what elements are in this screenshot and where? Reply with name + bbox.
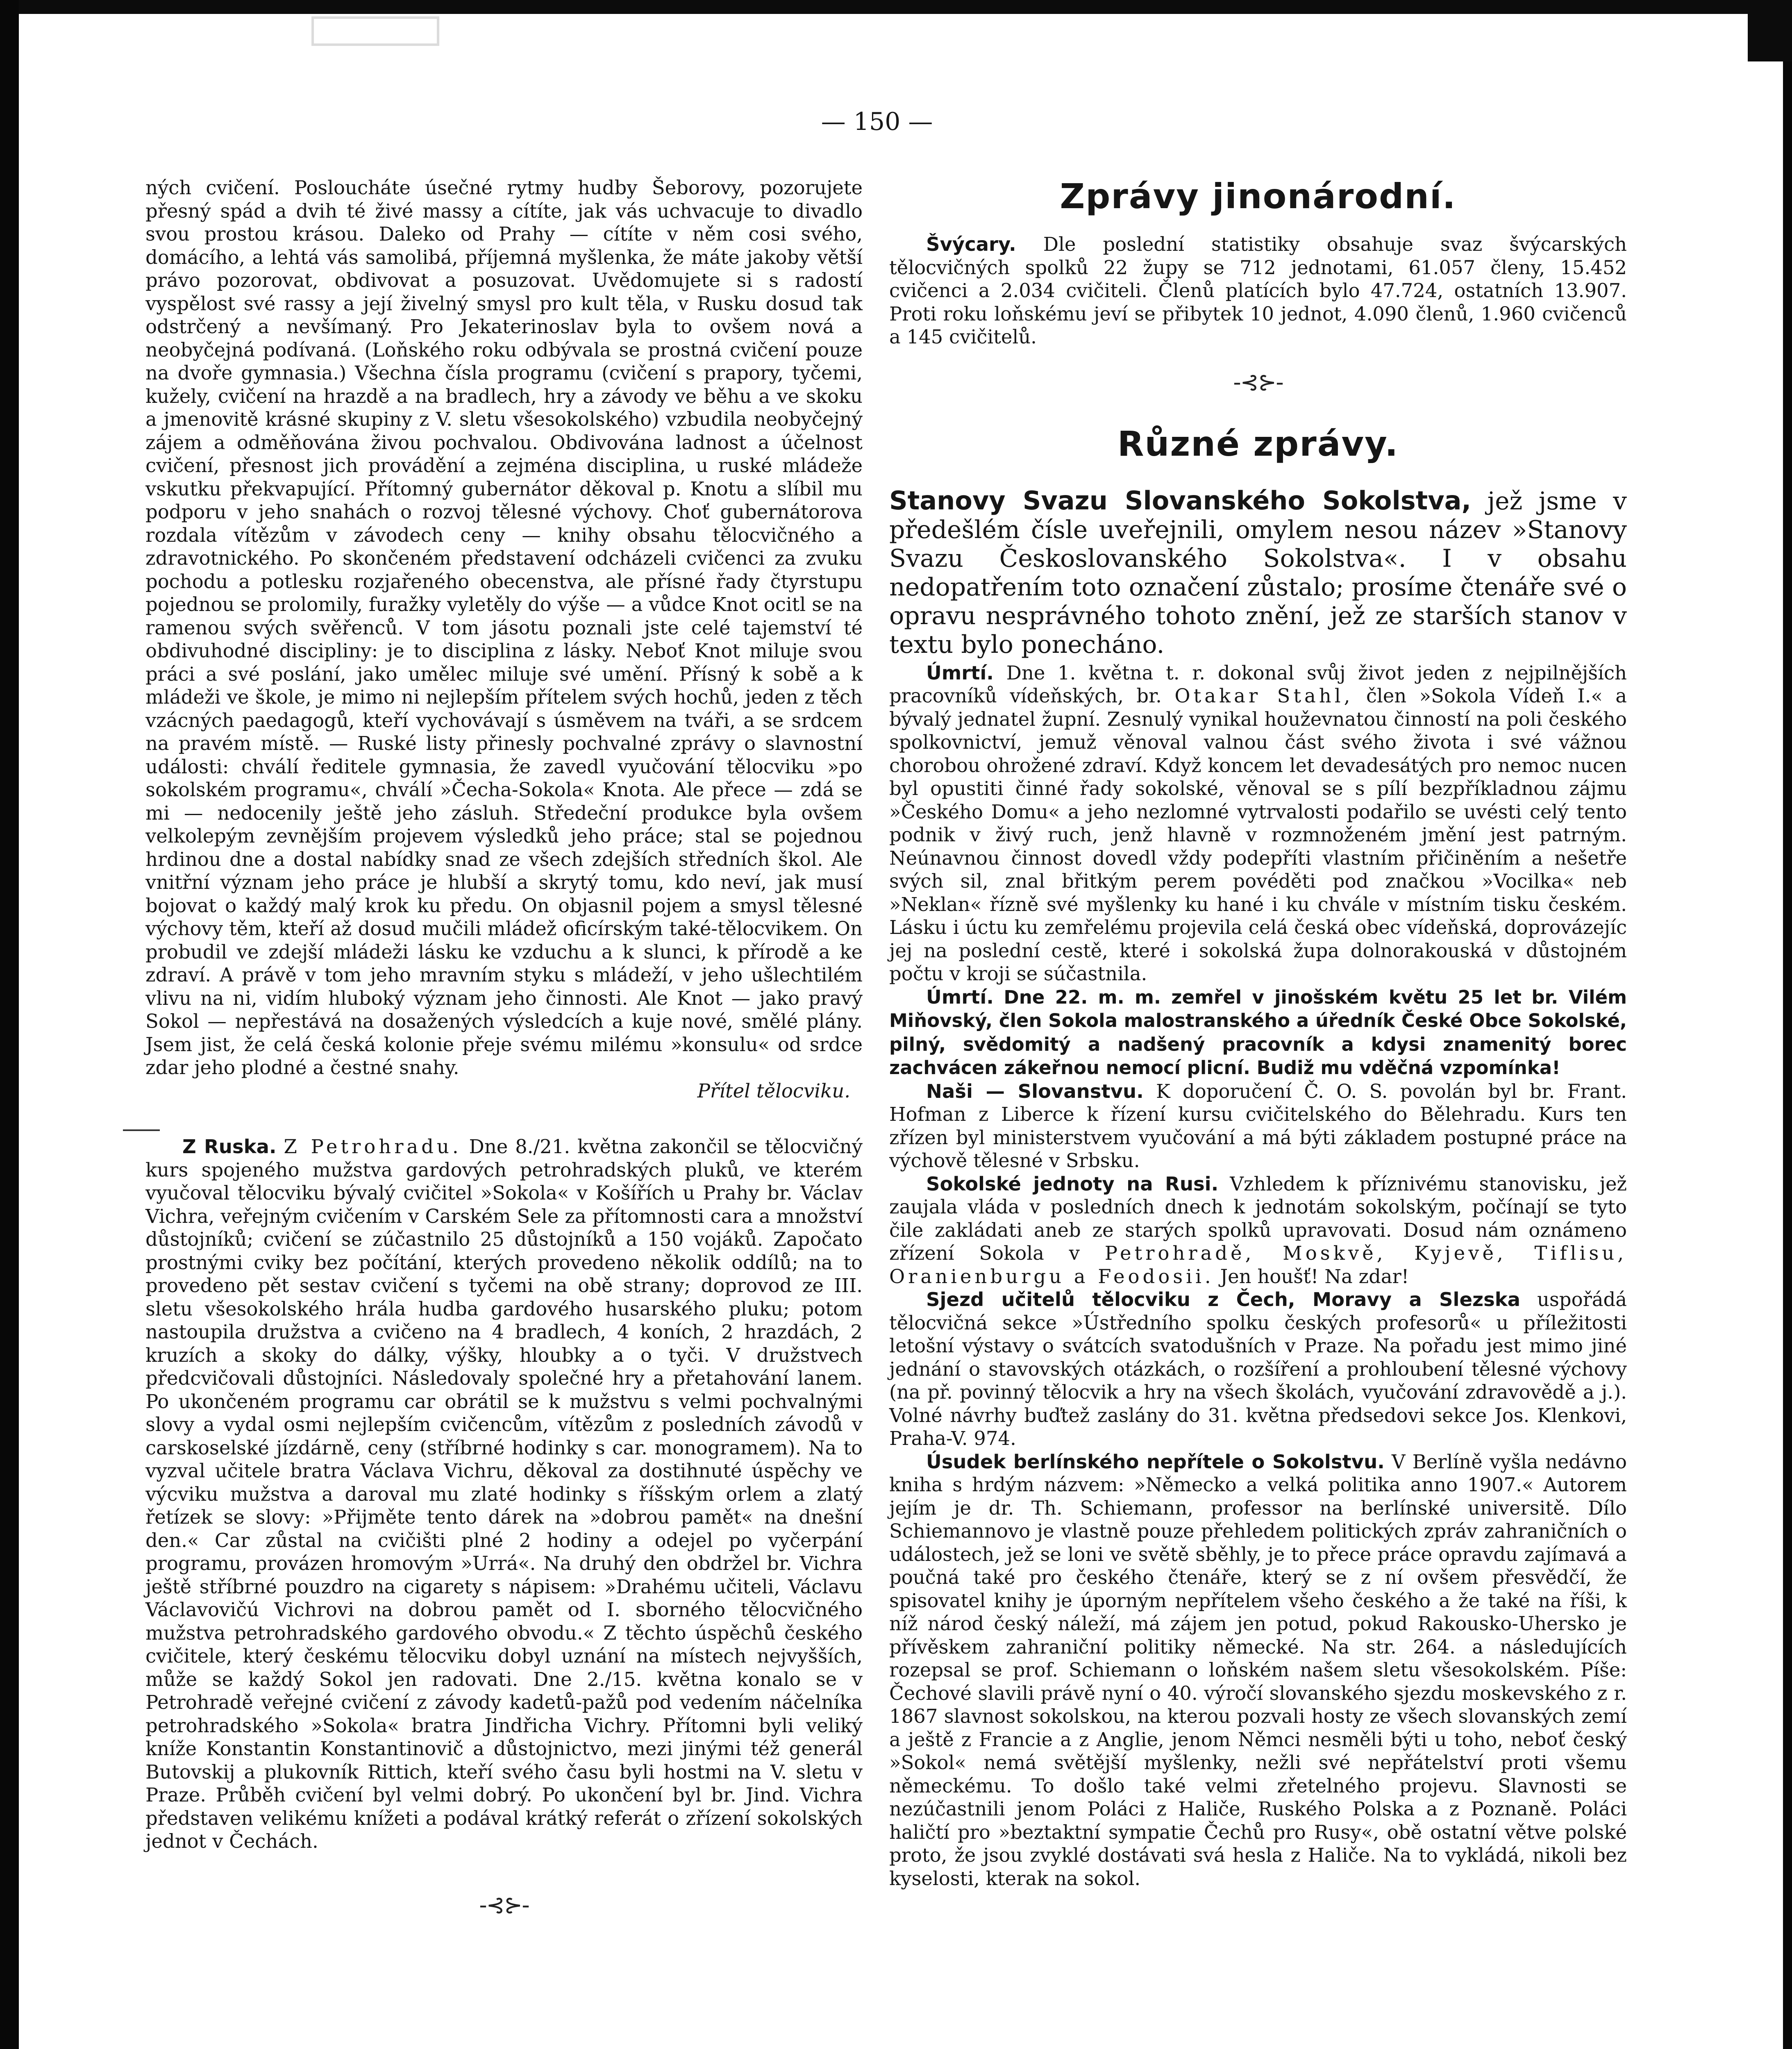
usudek-text: V Berlíně vyšla nedávno kniha s hrdým názvem: »Německo a velká politika anno 1907.« Autorem jejím je dr. Th. Schiemann, professor na berlínské universitě. Dílo Schiemannovo je vlastně pouze přehledem politických zpráv zahraničních o událostech, jež se loni ve světě sběhly, je to přece práce opravdu zajímavá a poučná také pro českého čtenáře, který se z ní ovšem přesvědčí, že spisovatel knihy je úporným nepřítelem všeho českého a že také na říši, k níž národ český náleží, má zájem jen potud, pokud Rakousko-Uhersko je přívěskem zahraniční politiky německé. Na str. 264. a následujících rozepsal se prof. Schiemann o loňském našem sletu všesokolském. Píše: Čechové slavili právě nyní o 40. výročí slovanského sjezdu moskevského z r. 1867 slavnost sokolskou, na kterou pozvali hosty ze všech slovanských zemí a ještě z Francie a z Anglie, jenom Němci nesměli býti u toho, neboť český »Sokol« nemá světější myšlenky, nežli své nepřátelství proti všemu německému. To došlo také velmi zřetelného projevu. Slavnosti se nezúčastnili jenom Poláci z Haliče, Ruského Polska a z Poznaně. Poláci haličtí pro »beztaktní sympatie Čechů pro Rusy«, obě ostatní větve polské proto, že jsou zvyklé dostávati svá hesla z Haliče. Na to vykládá, nikoli bez kyselosti, kterak na sokol. [889, 1450, 1627, 1890]
ruska-place: Z Petrohradu. [284, 1136, 462, 1158]
svycary-paragraph [889, 233, 1627, 349]
umrti-2-bold-text: br. Vilém Miňovský, člen Sokola malostranského a úředník České Obce Sokolské, pilný, svědomitý a nadšený pracovník a kdysi znamenitý borec zachvácen zákeřnou nemocí plicní. Budiž mu vděčná vzpomínka! [889, 986, 1627, 1079]
right-column [889, 176, 1627, 1890]
signature-line [145, 1079, 863, 1103]
umrti-2-title: Úmrtí. [926, 986, 994, 1008]
section-z-ruska [145, 1135, 863, 1853]
scan-border-left [0, 0, 19, 2049]
scan-stamp-mark [311, 16, 439, 46]
heading-zpravy-jinonarodni: Zprávy jinonárodní. [1060, 176, 1456, 216]
umrti-stahl-paragraph [889, 661, 1627, 986]
umrti-text-b: člen »Sokola Vídeň I.« a bývalý jednatel župní. Zesnulý vynikal houževnatou činností na poli českého spolkovnictví, jemuž věnoval valnou část svého života i své vážnou chorobou ohrožené zdraví. Když koncem let devadesátých pro nemoc nucen byl opustiti činné řady sokolské, věnoval se s pílí bezpříkladnou zájmu »Českého Domu« a jeho nezlomné vytrvalosti podařilo se uvésti celý tento podnik v živý ruch, jenž hlavně v rozmnoženém jmění jest patrným. Neúnavnou činnost dovedl vždy podepříti vlastním přičiněním a nešetře svých sil, znal břitkým perem povéděti pod značkou »Vocilka« neb »Neklan« řízně své myšlenky ku hané i ku chvále v místním tisku českém. Lásku i úctu ku zemřelému projevila celá česká obec vídeňská, doprovázejíc jej na poslední cestě, které i sokolská župa dolnorakouská v důstojném počtu v kroji se súčastnila. [889, 685, 1627, 985]
umrti-2-text-a: Dne 22. m. m. zemřel v jinošském květu 25 let [1004, 986, 1522, 1008]
svycary-title: Švýcary. [926, 233, 1016, 255]
sjezd-title: Sjezd učitelů tělocviku z Čech, Moravy a Slezska [926, 1288, 1521, 1311]
ornament-divider-right: -⊰⊱- [1233, 369, 1283, 395]
svycary-text: Dle poslední statistiky obsahuje svaz švýcarských tělocvičných spolků 22 župy se 712 jednotami, 61.057 členy, 15.452 cvičenci a 2.034 cvičiteli. Členů platících bylo 47.724, ostatních 13.907. Proti roku loňskému jeví se přibytek 10 jednot, 4.090 členů, 1.960 cvičenců a 145 cvičitelů. [889, 233, 1627, 348]
umrti-text-a: Dne 1. května t. r. dokonal svůj život jeden z nejpilnějších pracovníků vídeňských, br. [889, 661, 1627, 707]
stanovy-paragraph [889, 486, 1627, 659]
ruska-title: Z Ruska. [182, 1136, 277, 1158]
stanovy-text: jež jsme v předešlém čísle uveřejnili, omylem nesou název »Stanovy Svazu Českoslovanského Sokolstva«. I v obsahu nedopatřením toto označení zůstalo; prosíme čtenáře své o opravu nesprávného tohoto znění, jež ze starších stanov v textu bylo ponecháno. [889, 486, 1627, 659]
usudek-paragraph [889, 1450, 1627, 1890]
scan-border-top [0, 0, 1792, 14]
section-rule [123, 1129, 160, 1131]
sjezd-paragraph [889, 1288, 1627, 1450]
sokolske-jednoty-title: Sokolské jednoty na Rusi. [926, 1172, 1219, 1195]
nasi-slovanstvu-paragraph [889, 1080, 1627, 1172]
sokolske-jednoty-text-b: Jen houšť! Na zdar! [1220, 1265, 1409, 1288]
scan-corner-tab [1748, 0, 1792, 61]
nasi-title: Naši — Slovanstvu. [926, 1080, 1144, 1102]
usudek-title: Úsudek berlínského nepřítele o Sokolstvu. [926, 1450, 1385, 1473]
sokolske-jednoty-paragraph [889, 1172, 1627, 1288]
scan-border-right [1783, 0, 1792, 2049]
ruska-text: Dne 8./21. května zakončil se tělocvičný kurs spojeného mužstva gardových petrohradských pluků, ve kterém vyučoval tělocviku bývalý cvičitel »Sokola« v Košířích u Prahy br. Václav Vichra, veřejným cvičením v Carském Sele za přítomnosti cara a množství důstojníků; cvičení se zúčastnilo 25 důstojníků a 150 vojáků. Započato prostnými cviky bez počítání, kterých provedeno několik oddílů; na to provedeno pět sestav cvičení s tyčemi na obě strany; doprovod ze III. sletu všesokolského hrála hudba gardového husarského pluku; potom nastoupila družstva a cvičeno na 4 bradlech, 4 koních, 2 hrazdách, 2 kruzích a skoky do dálky, výšky, hloubky a o tyči. V družstvech předcvičovali důstojníci. Následovaly společné hry a přetahování lanem. Po ukončeném programu car obrátil se k mužstvu s velmi pochvalnými slovy a vydal osmi nejlepším cvičencům, vítězům z posledních závodů v carskoselské jízdárně, ceny (stříbrné hodinky s car. monogramem). Na to vyzval učitele bratra Václava Vichru, děkoval za dostihnuté úspěchy ve výcviku mužstva a daroval mu zlaté hodinky s říšským orlem a zlatý řetízek se slovy: »Přijměte tento dárek na »dobrou pamět« na dnešní den.« Car zůstal na cvičišti plné 2 hodiny a odejel po vyčerpání programu, provázen hromovým »Urrá«. Na druhý den obdržel br. Vichra ještě stříbrné pouzdro na cigarety s nápisem: »Drahému učiteli, Václavu Václavovičú Vichrovi na dobrou pamět od I. sborného tělocvičného mužstva petrohradského gardového obvodu.« Z těchto úspěchů českého cvičitele, který českému tělocviku dobyl uznání na místech nejvyšších, může se každý Sokol jen radovati. Dne 2./15. května konalo se v Petrohradě veřejné cvičení z závody kadetů-pažů pod vedením náčelníka petrohradského »Sokola« bratra Jindřicha Vichry. Přítomni byli veliký kníže Konstantin Konstantinovič a důstojnictvo, mezi jinými též generál Butovskij a plukovník Rittich, kteří svého času byli hostmi na V. sletu v Praze. Průběh cvičení byl velmi dobrý. Po ukončení byl br. Jind. Vichra představen velikému knížeti a podával krátký referát o zřízení sokolských jednot v Čechách. [145, 1136, 863, 1852]
heading-ruzne-zpravy: Různé zprávy. [1117, 423, 1399, 464]
nasi-text: K doporučení Č. O. S. povolán byl br. Frant. Hofman z Liberce k řízení kursu cvičitelského do Bělehradu. Kurs ten zřízen byl ministerstvem vyučování a má býti základem postupné práce na výchově tělesné v Srbsku. [889, 1080, 1627, 1172]
sokolske-jednoty-text-a: Vzhledem k příznivému stanovisku, jež zaujala vláda v posledních dnech k jednotám sokolským, počínají se tyto čile zakládati aneb ze starých spolků upravovati. Dosud nám oznámeno zřízení Sokola v [889, 1172, 1627, 1264]
stanovy-title: Stanovy Svazu Slovanského Sokolstva, [889, 485, 1472, 516]
umrti-title: Úmrtí. [926, 661, 994, 684]
signature: Přítel tělocviku. [697, 1079, 850, 1102]
sokolske-jednoty-places: Petrohradě, Moskvě, Kyjevě, Tiflisu, Oranienburgu a Feodosii. [889, 1242, 1627, 1288]
sjezd-text: uspořádá tělocvičná sekce »Ústředního spolku českých profesorů« u příležitosti letošní výstavy o svátcích svatodušních v Praze. Na pořadu jest mimo jiné jednání o stavovských otázkách, o rozšíření a prohloubení tělesné výchovy (na př. povinný tělocvik a hry na všech školách, vyučování zdravovědě a j.). Volné návrhy buďtež zaslány do 31. května předsedovi sekce Jos. Klenkovi, Praha-V. 974. [889, 1288, 1627, 1449]
ornament-divider-left: -⊰⊱- [479, 1892, 529, 1918]
paragraph-gymnasium: ných cvičení. Posloucháte úsečné rytmy hudby Šeborovy, pozorujete přesný spád a dvih té živé massy a cítíte, jak vás uchvacuje to divadlo svou prostou krásou. Daleko od Prahy — cítíte v něm cosi svého, domácího, a lehtá vás samolibá, příjemná myšlenka, že máte jakoby větší právo pozorovat, obdivovat a posuzovat. Uvědomujete si s radostí vyspělost své rassy a její živelný smysl pro kult těla, v Rusku dosud tak odstrčený a nevšímaný. Pro Jekaterinoslav byla to ovšem nová a neobyčejná podívaná. (Loňského roku odbývala se prostná cvičení pouze na dvoře gymnasia.) Všechna čísla programu (cvičení s prapory, tyčemi, kužely, cvičení na hrazdě a na bradlech, hry a závody ve běhu a ve skoku a jmenovitě krásné skupiny z V. sletu všesokolského) vzbudila neobyčejný zájem a odměňována živou pochvalou. Obdivována ladnost a účelnost cvičení, přesnost jich provádění a zejména disciplina, u ruské mládeže vskutku překvapující. Přítomný gubernátor děkoval p. Knotu a slíbil mu podporu v jeho snahách o rozvoj tělesné výchovy. Choť gubernátorova rozdala vítězům v závodech ceny — knihy obsahu tělocvičného a zdravotnického. Po skončeném představení odcházeli cvičenci za zvuku pochodu a potlesku rozjařeného obecenstva, ale přísné řady čtyrstupu pojednou se prolomily, furažky vyletěly do výše — a vůdce Knot ocitl se na ramenou svých svěřenců. V tom jásotu poznali jste celé tajemství té obdivuhodné discipliny: je to disciplina z lásky. Neboť Knot miluje svou práci a své poslání, jako umělec miluje své umění. Přísný k sobě a k mládeži ve škole, je mimo ni nejlepším přítelem svých hochů, jeden z těch vzácných paedagogů, kteří vychovávají s úsměvem na tváři, a se srdcem na pravém místě. — Ruské listy přinesly pochvalné zprávy o slavnostní události: chválí ředitele gymnasia, že zavedl vyučování tělocviku »po sokolském programu«, chválí »Čecha-Sokola« Knota. Ale přece — zdá se mi — nedocenily ještě jeho zásluh. Středeční produkce byla ovšem velkolepým zevnějším projevem výsledků jeho práce; stal se pojednou hrdinou dne a dostal nabídky snad ze všech zdejších středních škol. Ale vnitřní význam jeho práce je hlubší a skrytý tomu, kdo neví, jak musí bojovat o každý malý krok ku předu. On objasnil pojem a smysl tělesné výchovy těm, kteří až dosud mučili mládež oficírským také-tělocvikem. On probudil ve zdejší mládeži lásku ke vzduchu a k slunci, k přírodě a ke zdraví. A právě v tom jeho mravním styku s mládeží, v jeho ušlechtilém vlivu na ni, vidím hluboký význam jeho činnosti. Ale Knot — jako pravý Sokol — nepřestává na dosažených výsledcích a kuje nové, smělé plány. Jsem jist, že celá česká kolonie přeje svému milému »konsulu« od srdce zdar jeho plodné a čestné snahy. [145, 177, 863, 1079]
left-column [145, 176, 863, 1938]
umrti-minovsky-paragraph [889, 986, 1627, 1080]
page-number: — 150 — [821, 107, 933, 136]
umrti-name: Otakar Stahl, [1174, 685, 1354, 707]
ruska-paragraph [145, 1135, 863, 1853]
